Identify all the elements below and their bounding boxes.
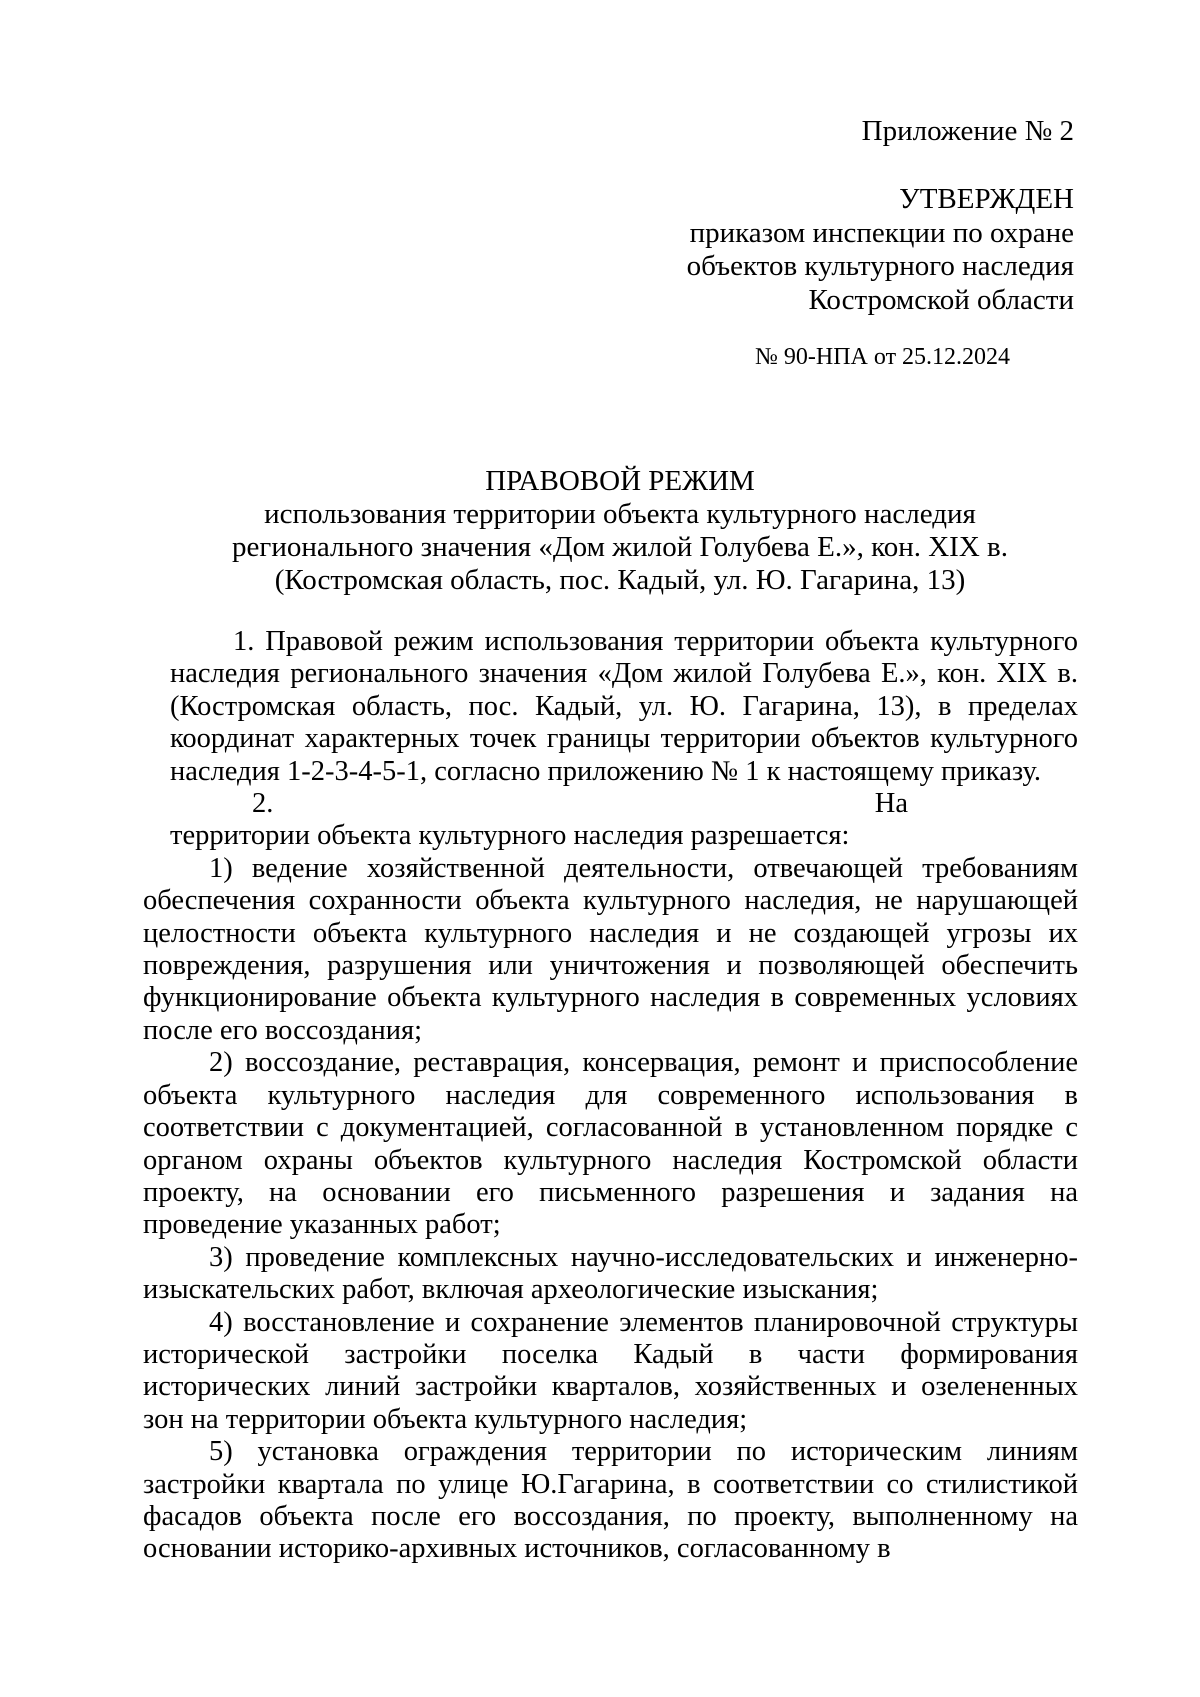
appendix-number: Приложение № 2 <box>861 115 1074 147</box>
document-body <box>143 626 1078 1566</box>
approved-by-line: объектов культурного наследия <box>686 250 1074 282</box>
document-title: ПРАВОВОЙ РЕЖИМ <box>485 465 755 497</box>
paragraph-1: 1. Правовой режим использования территории объекта культурного наследия регионального значения «Дом жилой Голубева Е.», кон. XIX в. (Костромская область, пос. Кадый, ул. Ю. Гагарина, 13), в пределах координат характерных точек границы территории объектов культурного наследия 1-2-3-4-5-1, согласно приложению № 1 к настоящему приказу. <box>170 626 1078 787</box>
list-item: 4) восстановление и сохранение элементов планировочной структуры исторической застройки поселка Кадый в части формирования исторических линий застройки кварталов, хозяйственных и озелененных зон на территории объекта культурного наследия; <box>143 1306 1078 1435</box>
paragraph-2-number: 2. <box>252 788 274 820</box>
paragraph-2 <box>143 788 1078 853</box>
list-item: 5) установка ограждения территории по историческим линиям застройки квартала по улице Ю.Гагарина, в соответствии со стилистикой фасадов объекта после его воссоздания, по проекту, выполненному на основании историко-архивных источников, согласованному в <box>143 1436 1078 1565</box>
approved-by-line: приказом инспекции по охране <box>689 217 1074 249</box>
approved-stamp-heading: УТВЕРЖДЕН <box>899 183 1074 215</box>
paragraph-2-first-line <box>170 788 1078 820</box>
document-subtitle-line: регионального значения «Дом жилой Голубева Е.», кон. XIX в. <box>232 531 1008 563</box>
document-subtitle-line: (Костромская область, пос. Кадый, ул. Ю. Гагарина, 13) <box>274 564 966 596</box>
paragraph-2-word: На <box>874 788 908 820</box>
order-number: № 90-НПА от 25.12.2024 <box>755 344 1011 370</box>
document-subtitle-line: использования территории объекта культурного наследия <box>264 498 976 530</box>
list-item: 3) проведение комплексных научно-исследовательских и инженерно-изыскательских работ, включая археологические изыскания; <box>143 1241 1078 1306</box>
list-item: 1) ведение хозяйственной деятельности, отвечающей требованиям обеспечения сохранности объекта культурного наследия, не нарушающей целостности объекта культурного наследия и не создающей угрозы их повреждения, разрушения или уничтожения и позволяющей обеспечить функционирование объекта культурного наследия в современных условиях после его воссоздания; <box>143 852 1078 1046</box>
paragraph-2-text: территории объекта культурного наследия разрешается: <box>170 820 850 852</box>
list-item: 2) воссоздание, реставрация, консервация, ремонт и приспособление объекта культурного наследия для современного использования в соответствии с документацией, согласованной в установленном порядке с органом охраны объектов культурного наследия Костромской области проекту, на основании его письменного разрешения и задания на проведение указанных работ; <box>143 1047 1078 1241</box>
approved-by-line: Костромской области <box>808 284 1074 316</box>
